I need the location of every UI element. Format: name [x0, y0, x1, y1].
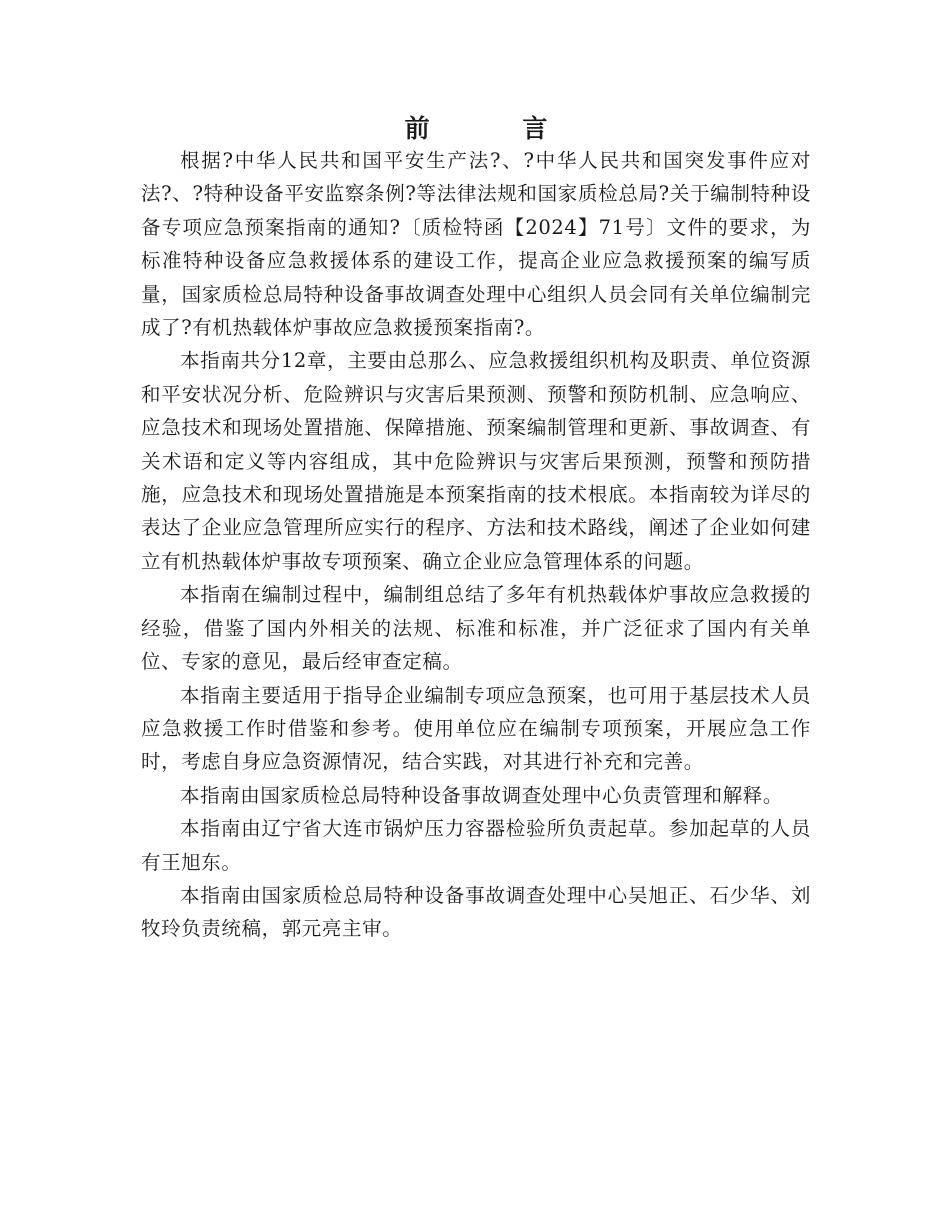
page-title: 前 言 [404, 114, 590, 143]
paragraph-2: 本指南共分12章，主要由总那么、应急救援组织机构及职责、单位资源和平安状况分析、危险辨识与灾害后果预测、预警和预防机制、应急响应、应急技术和现场处置措施、保障措施、预案编制管理和更新、事故调查、有关术语和定义等内容组成，其中危险辨识与灾害后果预测，预警和预防措施，应急技术和现场处置措施是本预案指南的技术根底。本指南较为详尽的表达了企业应急管理所应实行的程序、方法和技术路线，阐述了企业如何建立有机热载体炉事故专项预案、确立企业应急管理体系的问题。 [141, 349, 811, 573]
paragraph-6: 本指南由辽宁省大连市锅炉压力容器检验所负责起草。参加起草的人员有王旭东。 [141, 817, 811, 874]
document-body [141, 110, 811, 946]
paragraph-3: 本指南在编制过程中，编制组总结了多年有机热载体炉事故应急救援的经验，借鉴了国内外相关的法规、标准和标准，并广泛征求了国内有关单位、专家的意见，最后经审查定稿。 [141, 583, 811, 674]
paragraph-5: 本指南由国家质检总局特种设备事故调查处理中心负责管理和解释。 [180, 783, 784, 807]
paragraph-7: 本指南由国家质检总局特种设备事故调查处理中心吴旭正、石少华、刘牧玲负责统稿，郭元亮主审。 [141, 883, 811, 941]
paragraph-1: 根据?中华人民共和国平安生产法?、?中华人民共和国突发事件应对法?、?特种设备平安监察条例?等法律法规和国家质检总局?关于编制特种设备专项应急预案指南的通知?〔质检特函【2024】71号〕文件的要求，为标准特种设备应急救援体系的建设工作，提高企业应急救援预案的编写质量，国家质检总局特种设备事故调查处理中心组织人员会同有关单位编制完成了?有机热载体炉事故应急救援预案指南?。 [141, 149, 811, 340]
paragraph-4: 本指南主要适用于指导企业编制专项应急预案，也可用于基层技术人员应急救援工作时借鉴和参考。使用单位应在编制专项预案，开展应急工作时，考虑自身应急资源情况，结合实践，对其进行补充和完善。 [141, 683, 811, 774]
